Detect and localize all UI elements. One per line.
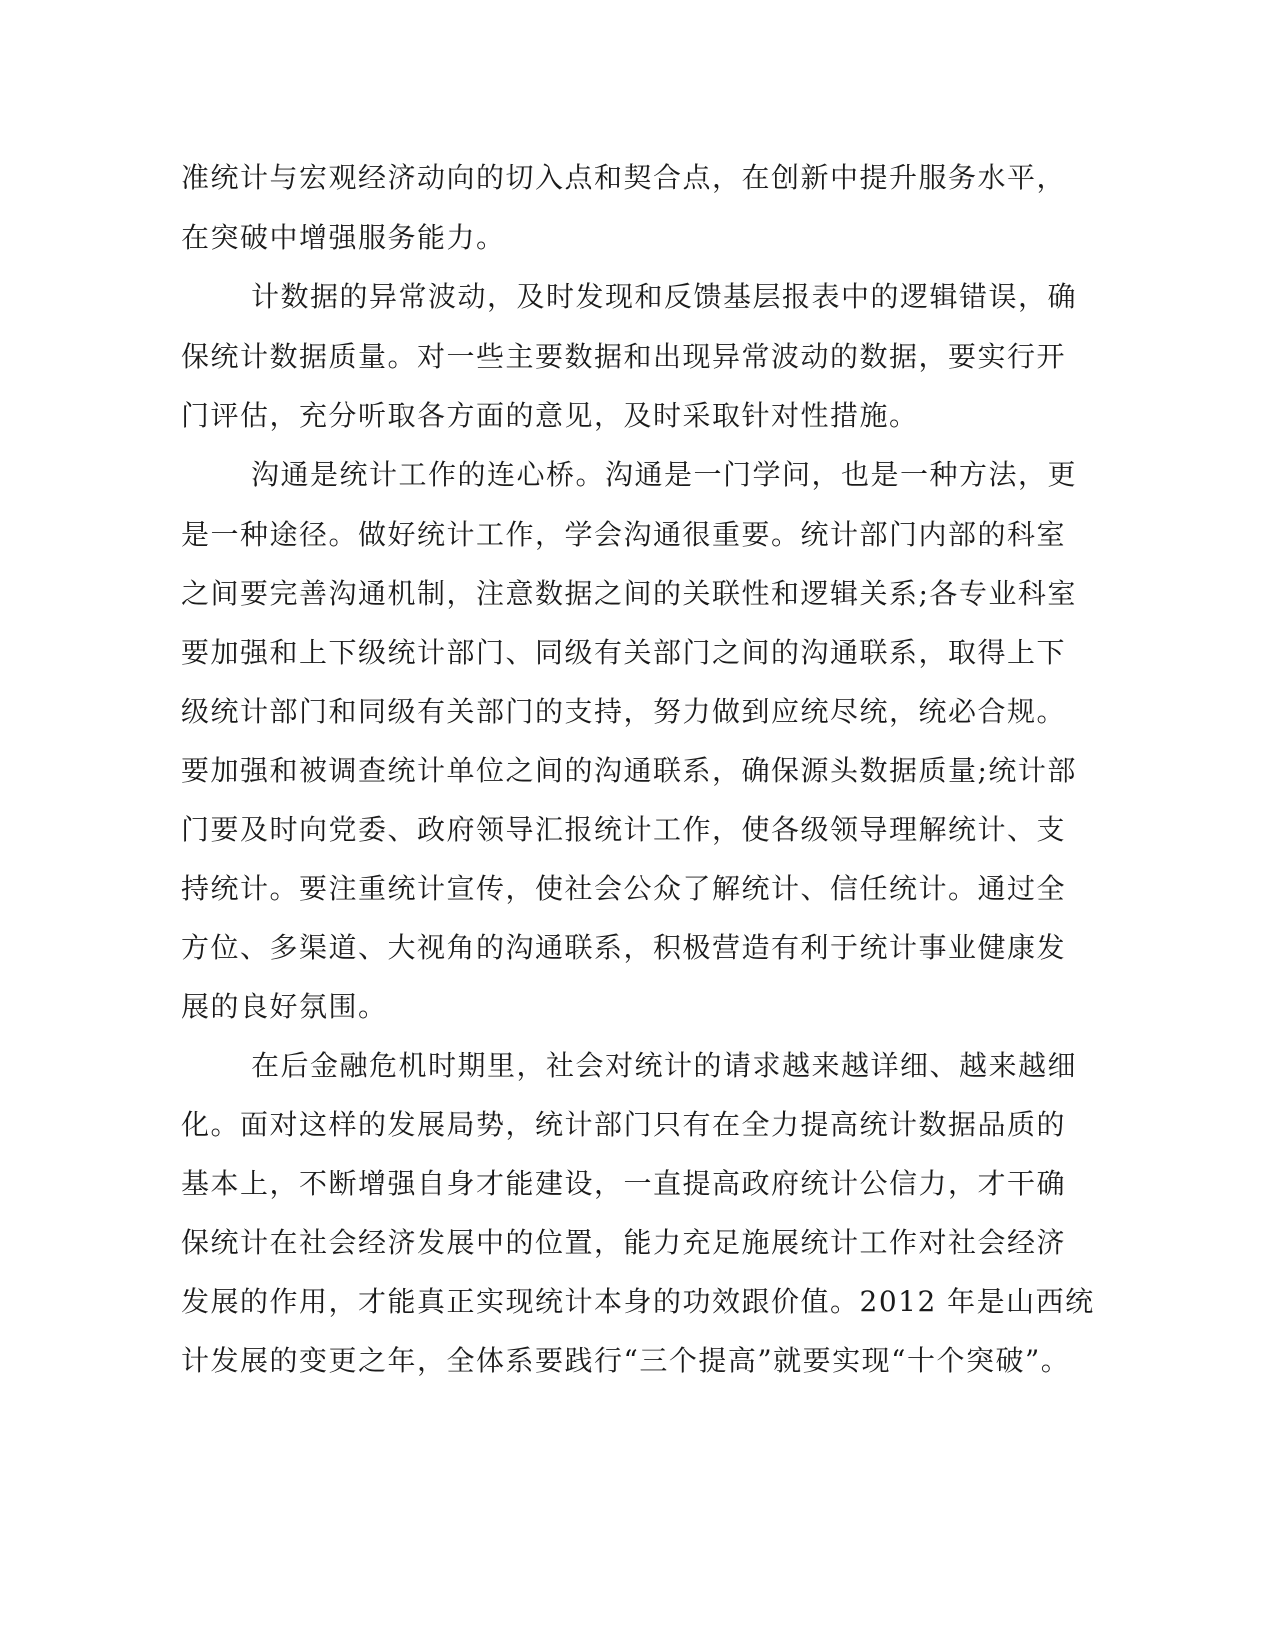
text-line: 门要及时向党委、政府领导汇报统计工作，使各级领导理解统计、支 [181, 813, 1067, 846]
text-line: 沟通是统计工作的连心桥。沟通是一门学问，也是一种方法，更 [251, 458, 1078, 491]
text-line: 化。面对这样的发展局势，统计部门只有在全力提高统计数据品质的 [181, 1108, 1067, 1141]
text-line: 级统计部门和同级有关部门的支持，努力做到应统尽统，统必合规。 [181, 695, 1067, 728]
text-line: 计数据的异常波动，及时发现和反馈基层报表中的逻辑错误，确 [251, 280, 1078, 313]
text-line: 门评估，充分听取各方面的意见，及时采取针对性措施。 [181, 399, 919, 432]
text-line: 要加强和被调查统计单位之间的沟通联系，确保源头数据质量;统计部 [181, 754, 1077, 787]
text-line: 是一种途径。做好统计工作，学会沟通很重要。统计部门内部的科室 [181, 518, 1067, 551]
text-line: 发展的作用，才能真正实现统计本身的功效跟价值。2012 年是山西统 [181, 1285, 1095, 1318]
text-line: 准统计与宏观经济动向的切入点和契合点，在创新中提升服务水平， [181, 161, 1067, 194]
text-line: 持统计。要注重统计宣传，使社会公众了解统计、信任统计。通过全 [181, 872, 1067, 905]
text-line: 之间要完善沟通机制，注意数据之间的关联性和逻辑关系;各专业科室 [181, 577, 1077, 610]
text-line: 要加强和上下级统计部门、同级有关部门之间的沟通联系，取得上下 [181, 636, 1067, 669]
text-line: 基本上，不断增强自身才能建设，一直提高政府统计公信力，才干确 [181, 1167, 1067, 1200]
text-line: 保统计在社会经济发展中的位置，能力充足施展统计工作对社会经济 [181, 1226, 1067, 1259]
text-line: 计发展的变更之年，全体系要践行“三个提高”就要实现“十个突破”。 [181, 1344, 1071, 1377]
text-line: 展的良好氛围。 [181, 990, 388, 1023]
text-line: 在后金融危机时期里，社会对统计的请求越来越详细、越来越细 [251, 1049, 1078, 1082]
text-line: 方位、多渠道、大视角的沟通联系，积极营造有利于统计事业健康发 [181, 931, 1067, 964]
text-line: 在突破中增强服务能力。 [181, 221, 506, 254]
text-line: 保统计数据质量。对一些主要数据和出现异常波动的数据，要实行开 [181, 340, 1067, 373]
